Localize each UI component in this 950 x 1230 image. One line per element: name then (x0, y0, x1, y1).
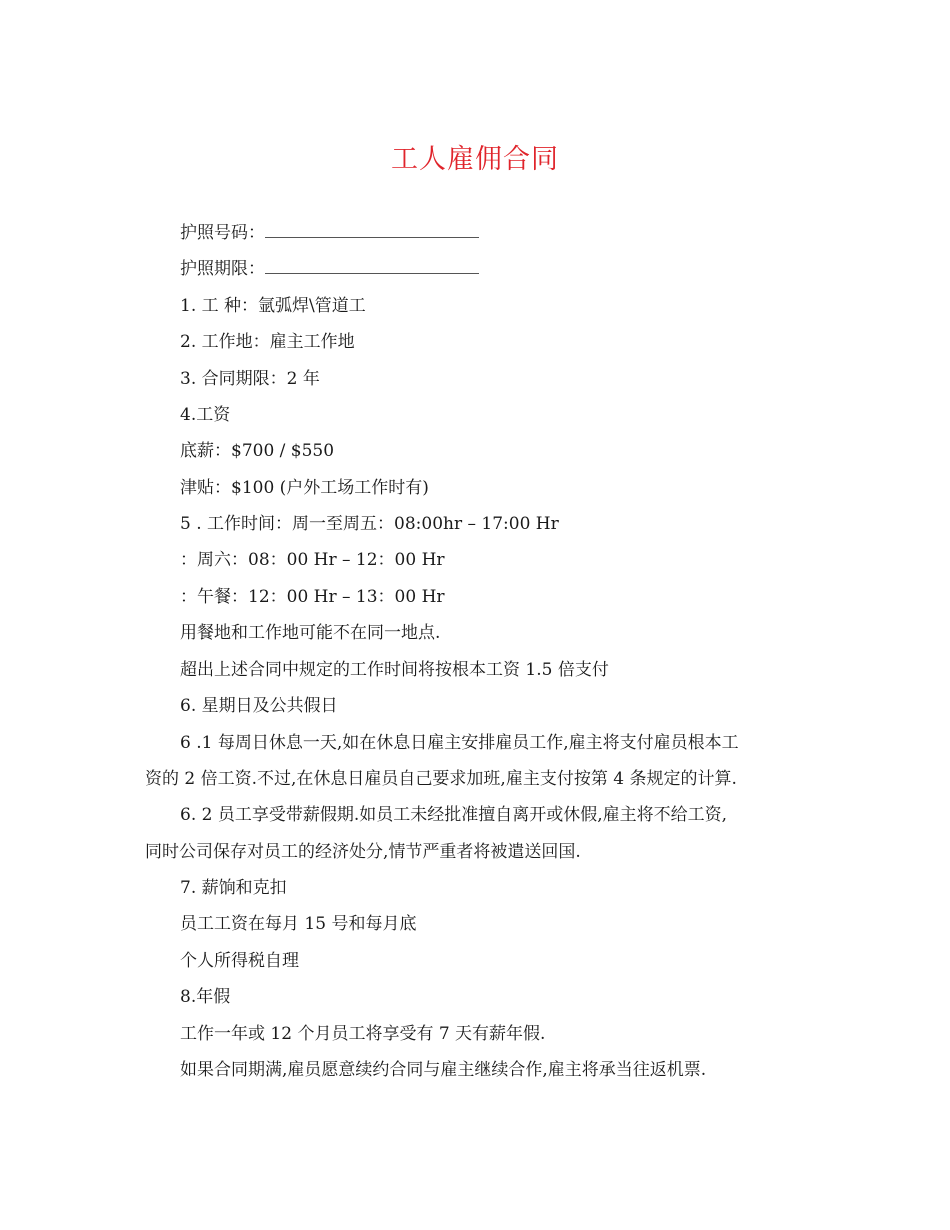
clause-holidays-heading: 6. 星期日及公共假日 (180, 696, 338, 716)
passport-expiry-label: 护照期限： (180, 259, 265, 279)
contract-renewal-note: 如果合同期满,雇员愿意续约合同与雇主继续合作,雇主将承当往返机票. (180, 1060, 707, 1080)
para-6-2-line-1: 6. 2 员工享受带薪假期.如员工未经批准擅自离开或休假,雇主将不给工资, (180, 805, 728, 825)
clause-job-type: 1. 工 种：氩弧焊\管道工 (180, 296, 366, 316)
para-6-2-line-2: 同时公司保存对员工的经济处分,情节严重者将被遣送回国. (145, 842, 581, 862)
clause-contract-term: 3. 合同期限：2 年 (180, 369, 320, 389)
note-meal-location: 用餐地和工作地可能不在同一地点. (180, 623, 441, 643)
wage-allowance: 津贴：$100 (户外工场工作时有) (180, 478, 429, 498)
document-title: 工人雇佣合同 (391, 144, 559, 175)
passport-expiry-blank[interactable] (265, 259, 479, 274)
clause-annual-leave-heading: 8.年假 (180, 987, 231, 1007)
pay-schedule: 员工工资在每月 15 号和每月底 (180, 914, 417, 934)
note-overtime-pay: 超出上述合同中规定的工作时间将按根本工资 1.5 倍支付 (180, 660, 609, 680)
work-hours-saturday: ：周六：08：00 Hr – 12：00 Hr (180, 550, 445, 570)
income-tax-note: 个人所得税自理 (180, 951, 299, 971)
clause-pay-deductions-heading: 7. 薪饷和克扣 (180, 878, 287, 898)
annual-leave-detail: 工作一年或 12 个月员工将享受有 7 天有薪年假. (180, 1024, 546, 1044)
clause-work-location: 2. 工作地：雇主工作地 (180, 332, 355, 352)
para-6-1-line-2: 资的 2 倍工资.不过,在休息日雇员自己要求加班,雇主支付按第 4 条规定的计算. (145, 769, 737, 789)
clause-work-hours: 5 . 工作时间：周一至周五：08:00hr – 17:00 Hr (180, 514, 559, 534)
passport-number-field (180, 221, 479, 245)
wage-base-salary: 底薪：$700 / $550 (180, 441, 335, 461)
clause-wage-heading: 4.工资 (180, 405, 231, 425)
work-hours-lunch: ：午餐：12：00 Hr – 13：00 Hr (180, 587, 445, 607)
para-6-1-line-1: 6 .1 每周日休息一天,如在休息日雇主安排雇员工作,雇主将支付雇员根本工 (180, 733, 739, 753)
passport-expiry-field (180, 257, 479, 281)
passport-number-blank[interactable] (265, 223, 479, 238)
passport-number-label: 护照号码： (180, 223, 265, 243)
